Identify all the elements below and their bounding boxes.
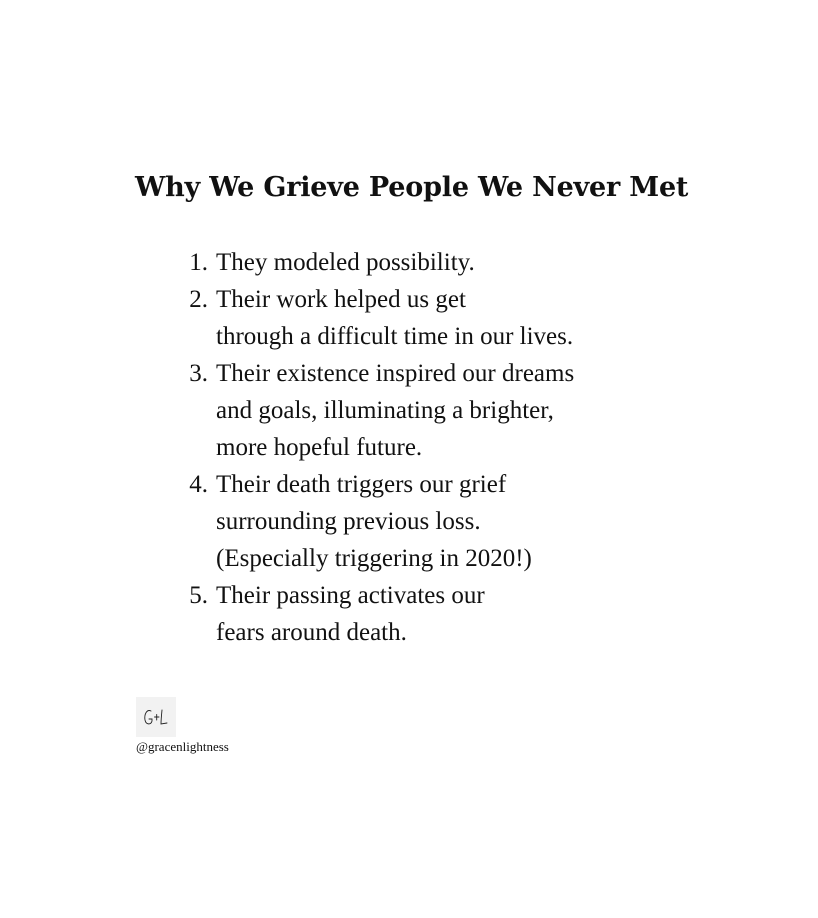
list-item (160, 281, 680, 355)
list-item-number: 4. (189, 471, 208, 498)
list-item-line: through a difficult time in our lives. (216, 323, 574, 350)
list-item-line: more hopeful future. (216, 434, 423, 461)
list-item-number: 2. (189, 286, 208, 313)
list-item (160, 244, 680, 281)
list-item-line: fears around death. (216, 619, 407, 646)
list-item-number: 3. (189, 360, 208, 387)
list-item-line: Their work helped us get (216, 286, 466, 313)
list-item-number: 1. (189, 249, 208, 276)
list-item-line: and goals, illuminating a brighter, (216, 397, 554, 424)
page-title: Why We Grieve People We Never Met (135, 172, 689, 203)
list-item-line: Their death triggers our grief (216, 471, 507, 498)
list-item (160, 577, 680, 651)
social-handle: @gracenlightness (136, 739, 229, 754)
list-item-number: 5. (189, 582, 208, 609)
reasons-list (160, 244, 680, 651)
list-item-line: Their passing activates our (216, 582, 485, 609)
list-item (160, 466, 680, 577)
list-item-line: (Especially triggering in 2020!) (216, 545, 532, 572)
list-item (160, 355, 680, 466)
list-item-line: They modeled possibility. (216, 249, 475, 276)
signature-logo-icon (136, 697, 176, 737)
brand-logo (136, 697, 176, 737)
list-item-line: Their existence inspired our dreams (216, 360, 575, 387)
list-item-line: surrounding previous loss. (216, 508, 481, 535)
